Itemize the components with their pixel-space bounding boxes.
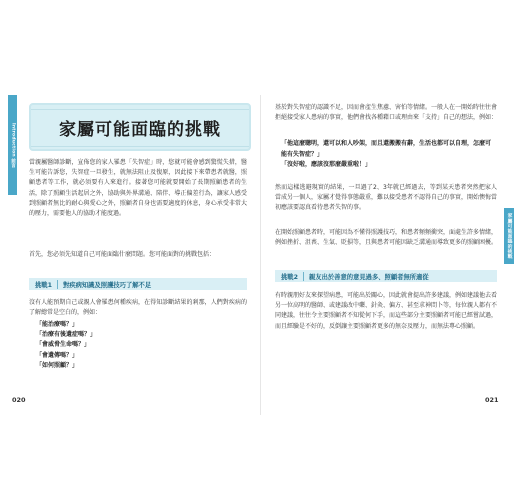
right-page: [261, 95, 513, 415]
question-list: [36, 320, 236, 371]
question-item: 「會威脅生命嗎？」: [36, 341, 91, 349]
denial-quote: 「沒好啦，應該沒那麼嚴重啦！」: [281, 161, 372, 168]
section-side-tab-right: [504, 208, 514, 264]
advice-paragraph: 有時親朋好友來探望病患，可能出於關心，因此就會提出許多建議，例如建議他去看另一位高明的醫師、或建議改中藥、針灸、偏方、甚至求神問卜等，每位親人都有不同建議，往往令主要照顧者不知從何下手，而這些部分主要照顧者可能已經嘗試過，而且經驗是不好的，反倒讓主要照顧者更多的無奈及壓力，而無法專心照顧。: [275, 292, 498, 330]
knowledge-paragraph: 沒有人能預期自己或親人會罹患何種疾病，在得知診斷結果的剎那，人們對疾病的了解總常是空白的，例如：: [29, 299, 247, 317]
challenge-1-heading: [29, 278, 247, 290]
consequence-paragraph: 然而這樣逃避現實的結果，一旦過了2、3年就已經過去，等到某天患者突然把家人當成另一個人，家屬才覺得事態嚴重，難以接受患者不認得自己的事實，開始懊悔當初應該要認真看待患者失智的事。: [275, 184, 498, 212]
question-item: 「能治療嗎？」: [36, 321, 79, 328]
denial-paragraph: 基於對失智症的認識不足，因而會產生焦慮、害怕等情緒。一般人在一開始時往往會拒絕接受家人患病的事實，他們會找各種藉口或理由來「支持」自己的想法，例如：: [275, 104, 498, 122]
book-spread: [8, 95, 513, 415]
page-number-left: 020: [12, 396, 26, 404]
challenge-2-tag: 挑戰2: [275, 272, 304, 281]
question-item: 「如何照顧？」: [36, 361, 79, 369]
challenge-1-tag: 挑戰1: [29, 280, 58, 289]
question-item: 「治療有後遺症嗎？」: [36, 331, 97, 339]
section-side-tab: [8, 95, 17, 195]
challenge-2-title: 親友出於善意的意見過多、照顧者無所適從: [308, 273, 429, 281]
question-item: 「會遺傳嗎？」: [36, 351, 79, 359]
chapter-title: 家屬可能面臨的挑戰: [59, 119, 221, 140]
banner-stripe: [31, 109, 249, 147]
page-number-right: 021: [485, 396, 499, 404]
denial-quotes: [281, 139, 495, 171]
denial-quote: 「他這麼聰明，還可以和人吵架，而且還搬搬有辭，生活也都可以自理，怎麼可能有失智症？」: [281, 140, 492, 158]
side-tab-label: Introduction 前言: [10, 122, 16, 168]
conflict-paragraph: 在開始照顧患者時，可能因為不懂得照護技巧，和患者頻頻衝突，面處生許多情緒，例如挫折、沮喪、生氣、貶損等，且與患者可能因缺乏溝通而導致更多的照顧困擾。: [275, 229, 498, 247]
chapter-banner: [29, 103, 251, 151]
challenge-2-heading: [275, 270, 497, 282]
intro-paragraph: 當親屬醫師診斷，宣佈您的家人罹患「失智症」時，您就可能會感到驚慌失措，醫生可能告訴您，失智症一旦發生，就無法阻止及復原，因此接下來帶患者就醫，照顧患者等工作，就必須要有人來進行。接著您可能就要開始了長期照顧患者的生活，除了照顧生活起居之外，協助與外界溝通、陪伴、導正偏差行為，讓家人感受到照顧者無比的耐心與愛心之外，照顧者自身也需要適度的休息，身心承受非常大的壓力，需要他人的協助才能度過。: [29, 159, 247, 218]
left-page: [8, 95, 260, 415]
challenge-1-title: 對疾病知識及照護技巧了解不足: [62, 281, 152, 289]
challenges-intro: 首先，您必須先知道自己可能面臨什麼問題。您可能面對的挑戰包括：: [29, 251, 216, 258]
side-tab-label-right: 家屬可能面臨的挑戰: [506, 213, 512, 259]
